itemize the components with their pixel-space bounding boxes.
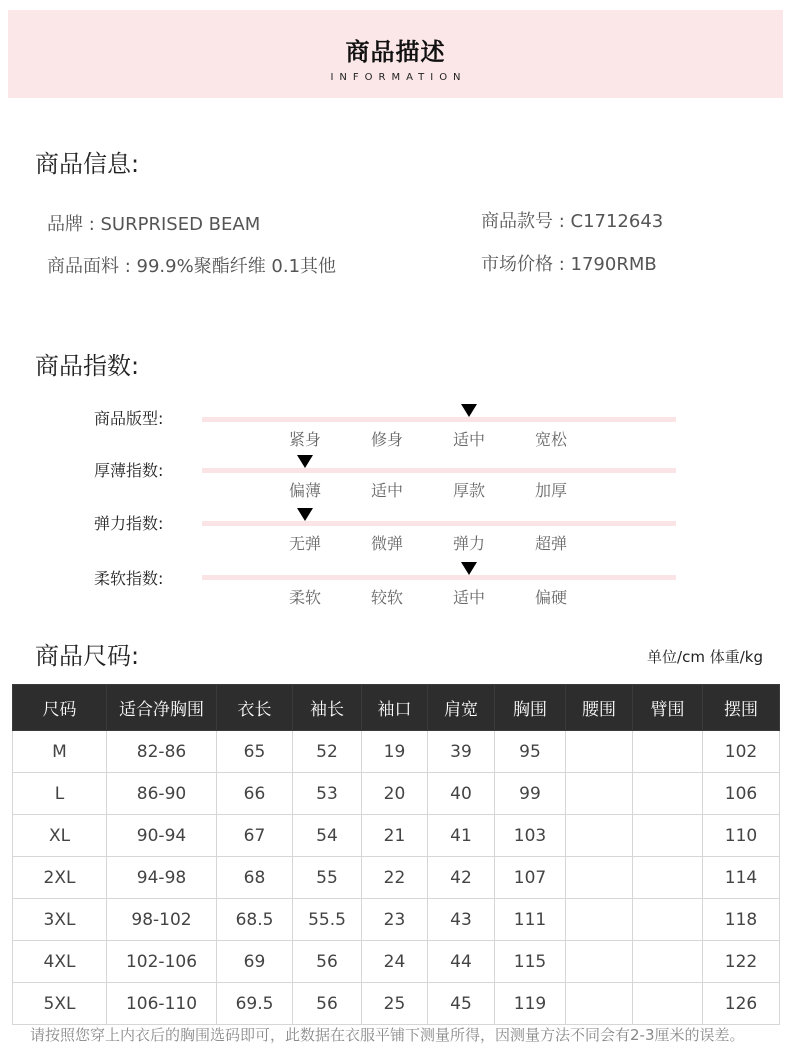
table-cell: 68 [217, 857, 293, 899]
index-scale-bar [202, 521, 676, 526]
table-cell: 103 [495, 815, 566, 857]
selected-marker-triangle-icon [297, 455, 313, 468]
table-cell: 65 [217, 731, 293, 773]
column-header: 肩宽 [428, 685, 495, 731]
table-cell: 22 [362, 857, 428, 899]
table-row [13, 815, 780, 857]
table-cell: 118 [703, 899, 780, 941]
table-cell [633, 899, 703, 941]
index-scale-bar [202, 575, 676, 580]
table-row [13, 857, 780, 899]
table-cell: 102-106 [107, 941, 217, 983]
table-cell: 56 [293, 983, 362, 1025]
table-cell: 41 [428, 815, 495, 857]
table-cell [633, 773, 703, 815]
table-cell: 67 [217, 815, 293, 857]
column-header: 摆围 [703, 685, 780, 731]
index-label: 商品版型: [94, 409, 164, 428]
table-cell: 115 [495, 941, 566, 983]
table-cell [566, 773, 633, 815]
index-option: 超弹 [534, 534, 567, 553]
selected-marker-triangle-icon [297, 508, 313, 521]
column-header: 袖口 [362, 685, 428, 731]
size-table [12, 684, 780, 1025]
table-cell: 44 [428, 941, 495, 983]
size-section-title: 商品尺码: [35, 642, 140, 670]
index-option: 无弹 [288, 534, 321, 553]
size-table-header [13, 685, 780, 731]
unit-note: 单位/cm 体重/kg [647, 648, 763, 666]
table-cell [633, 731, 703, 773]
table-cell [566, 731, 633, 773]
index-label: 厚薄指数: [94, 461, 164, 480]
table-cell: 68.5 [217, 899, 293, 941]
table-cell: 110 [703, 815, 780, 857]
table-row [13, 983, 780, 1025]
table-cell: 20 [362, 773, 428, 815]
table-cell [566, 941, 633, 983]
table-cell: 43 [428, 899, 495, 941]
table-cell: 23 [362, 899, 428, 941]
banner-title: 商品描述 [345, 38, 446, 66]
table-cell: 2XL [13, 857, 107, 899]
table-cell: 106-110 [107, 983, 217, 1025]
index-option: 微弹 [370, 534, 403, 553]
table-row [13, 731, 780, 773]
index-option: 较软 [370, 588, 403, 607]
table-cell: 45 [428, 983, 495, 1025]
table-cell: 98-102 [107, 899, 217, 941]
table-cell [633, 815, 703, 857]
table-cell [566, 983, 633, 1025]
index-scale-bar [202, 417, 676, 422]
table-cell: 94-98 [107, 857, 217, 899]
table-cell: 66 [217, 773, 293, 815]
table-cell: L [13, 773, 107, 815]
info-section-title: 商品信息: [35, 150, 140, 178]
table-cell: 19 [362, 731, 428, 773]
table-cell: 54 [293, 815, 362, 857]
table-cell [633, 983, 703, 1025]
section-banner [8, 10, 783, 98]
table-cell: 25 [362, 983, 428, 1025]
table-row [13, 773, 780, 815]
table-cell: 53 [293, 773, 362, 815]
column-header: 臂围 [633, 685, 703, 731]
index-option: 偏薄 [288, 481, 321, 500]
table-cell: 119 [495, 983, 566, 1025]
fabric-info: 商品面料 : 99.9%聚酯纤维 0.1其他 [47, 256, 337, 277]
table-cell [566, 899, 633, 941]
table-cell: 5XL [13, 983, 107, 1025]
table-row [13, 899, 780, 941]
index-option: 弹力 [452, 534, 485, 553]
table-cell: 56 [293, 941, 362, 983]
table-cell: 40 [428, 773, 495, 815]
table-cell: 102 [703, 731, 780, 773]
index-option: 柔软 [288, 588, 321, 607]
table-cell: 69 [217, 941, 293, 983]
column-header: 适合净胸围 [107, 685, 217, 731]
table-cell: 99 [495, 773, 566, 815]
index-option: 加厚 [534, 481, 567, 500]
table-cell: 111 [495, 899, 566, 941]
column-header: 衣长 [217, 685, 293, 731]
measurement-footnote: 请按照您穿上内衣后的胸围选码即可，此数据在衣服平铺下测量所得，因测量方法不同会有2-3厘米的误差。 [30, 1026, 745, 1044]
table-cell: 69.5 [217, 983, 293, 1025]
index-section-title: 商品指数: [35, 352, 140, 380]
table-cell: M [13, 731, 107, 773]
table-cell: 114 [703, 857, 780, 899]
table-cell: 39 [428, 731, 495, 773]
table-cell: 3XL [13, 899, 107, 941]
table-cell: 21 [362, 815, 428, 857]
index-label: 柔软指数: [94, 569, 164, 588]
table-cell: 86-90 [107, 773, 217, 815]
table-cell: 55 [293, 857, 362, 899]
table-cell: 82-86 [107, 731, 217, 773]
table-cell [566, 815, 633, 857]
selected-marker-triangle-icon [461, 404, 477, 417]
price-info: 市场价格 : 1790RMB [481, 254, 657, 275]
index-option: 厚款 [452, 481, 485, 500]
column-header: 尺码 [13, 685, 107, 731]
table-cell: 95 [495, 731, 566, 773]
table-cell [633, 857, 703, 899]
brand-info: 品牌 : SURPRISED BEAM [47, 214, 261, 235]
selected-marker-triangle-icon [461, 562, 477, 575]
index-label: 弹力指数: [94, 514, 164, 533]
table-cell [566, 857, 633, 899]
table-cell: 24 [362, 941, 428, 983]
table-cell: 122 [703, 941, 780, 983]
table-cell: 126 [703, 983, 780, 1025]
index-option: 适中 [452, 588, 485, 607]
table-cell: 106 [703, 773, 780, 815]
table-cell [633, 941, 703, 983]
column-header: 袖长 [293, 685, 362, 731]
index-scale-bar [202, 468, 676, 473]
table-cell: XL [13, 815, 107, 857]
table-cell: 90-94 [107, 815, 217, 857]
index-option: 适中 [452, 430, 485, 449]
index-option: 宽松 [534, 430, 567, 449]
table-cell: 4XL [13, 941, 107, 983]
table-cell: 107 [495, 857, 566, 899]
index-option: 偏硬 [534, 588, 567, 607]
column-header: 胸围 [495, 685, 566, 731]
index-option: 修身 [370, 430, 403, 449]
style-number-info: 商品款号 : C1712643 [481, 211, 664, 232]
column-header: 腰围 [566, 685, 633, 731]
table-cell: 55.5 [293, 899, 362, 941]
table-row [13, 941, 780, 983]
table-cell: 52 [293, 731, 362, 773]
index-option: 紧身 [288, 430, 321, 449]
banner-subtitle: INFORMATION [330, 72, 467, 83]
table-cell: 42 [428, 857, 495, 899]
index-option: 适中 [370, 481, 403, 500]
